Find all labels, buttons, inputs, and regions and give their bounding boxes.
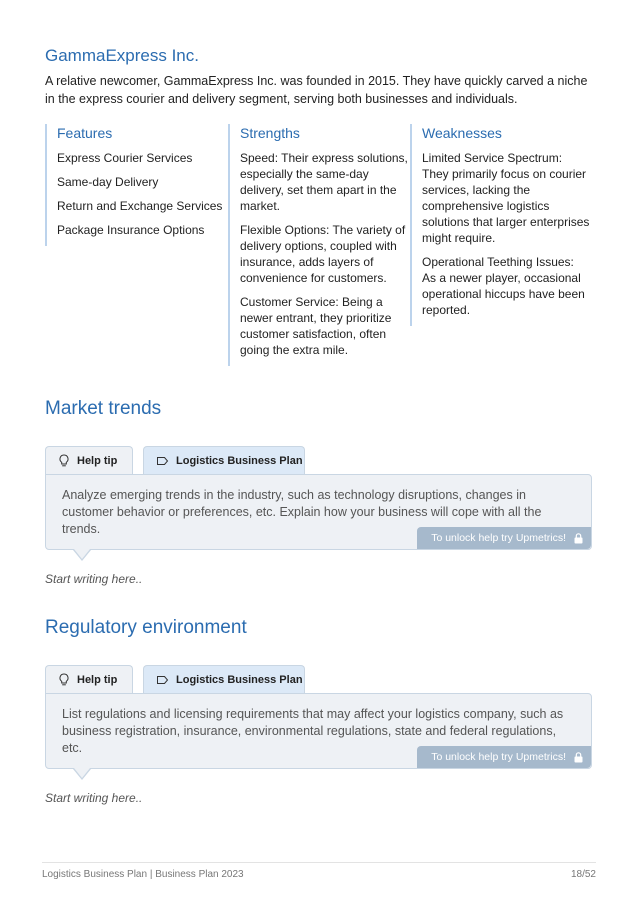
strengths-heading: Strengths — [240, 125, 300, 141]
unlock-label: To unlock help try Upmetrics! — [431, 532, 566, 544]
strength-item: Speed: Their express solutions, especially the same-day delivery, set them apart in the market. — [240, 151, 408, 213]
feature-item: Express Courier Services — [57, 151, 193, 165]
company-intro: A relative newcomer, GammaExpress Inc. was founded in 2015. They have quickly carved a niche in the express courier and delivery segment, serving both businesses and individuals. — [45, 74, 588, 106]
tab-help-tip[interactable] — [45, 665, 133, 693]
lightbulb-icon — [58, 454, 70, 467]
tag-icon — [156, 675, 169, 685]
feature-item: Return and Exchange Services — [57, 199, 223, 213]
weaknesses-column — [410, 124, 590, 326]
tag-icon — [156, 456, 169, 466]
feature-item: Package Insurance Options — [57, 223, 205, 237]
company-title: GammaExpress Inc. — [45, 46, 199, 65]
tip-pointer — [73, 769, 91, 780]
start-writing-placeholder[interactable]: Start writing here.. — [45, 572, 143, 586]
lock-icon — [574, 533, 583, 544]
tip-pointer — [73, 550, 91, 561]
weaknesses-heading: Weaknesses — [422, 125, 502, 141]
unlock-label: To unlock help try Upmetrics! — [431, 751, 566, 763]
tab-plan-label: Logistics Business Plan — [176, 673, 303, 686]
feature-item: Same-day Delivery — [57, 175, 159, 189]
tab-business-plan[interactable] — [143, 665, 305, 693]
features-heading: Features — [57, 125, 113, 141]
tab-help-tip[interactable] — [45, 446, 133, 474]
tab-plan-label: Logistics Business Plan — [176, 454, 303, 467]
market-trends-heading: Market trends — [45, 398, 162, 419]
strength-item: Customer Service: Being a newer entrant, they prioritize customer satisfaction, often going the extra mile. — [240, 295, 392, 357]
tab-help-label: Help tip — [77, 673, 118, 686]
help-tip-box — [45, 693, 592, 769]
footer-divider — [42, 862, 596, 863]
strengths-column — [228, 124, 408, 366]
tab-business-plan[interactable] — [143, 446, 305, 474]
lock-icon — [574, 752, 583, 763]
help-tip-text: List regulations and licensing requirements that may affect your logistics company, such as business registration, insurance, environmental regulations, state and federal regulations, etc. — [62, 707, 564, 755]
help-tip-text: Analyze emerging trends in the industry, such as technology disruptions, changes in customer behavior or preferences, etc. Explain how your business will cope with all the trends. — [62, 488, 542, 536]
unlock-help-button[interactable] — [417, 527, 591, 549]
regulatory-heading: Regulatory environment — [45, 617, 247, 638]
weakness-item: Limited Service Spectrum: They primarily focus on courier services, lacking the comprehensive logistics solutions that larger enterprises might require. — [422, 151, 590, 245]
help-tip-box — [45, 474, 592, 550]
start-writing-placeholder[interactable]: Start writing here.. — [45, 791, 143, 805]
lightbulb-icon — [58, 673, 70, 686]
unlock-help-button[interactable] — [417, 746, 591, 768]
features-column — [45, 124, 225, 246]
tab-help-label: Help tip — [77, 454, 118, 467]
footer-document-title: Logistics Business Plan | Business Plan 2023 — [42, 869, 244, 880]
footer-page-number: 18/52 — [570, 869, 596, 880]
weakness-item: Operational Teething Issues: As a newer player, occasional operational hiccups have been reported. — [422, 255, 585, 317]
strength-item: Flexible Options: The variety of delivery options, coupled with insurance, adds layers of convenience for customers. — [240, 223, 406, 285]
